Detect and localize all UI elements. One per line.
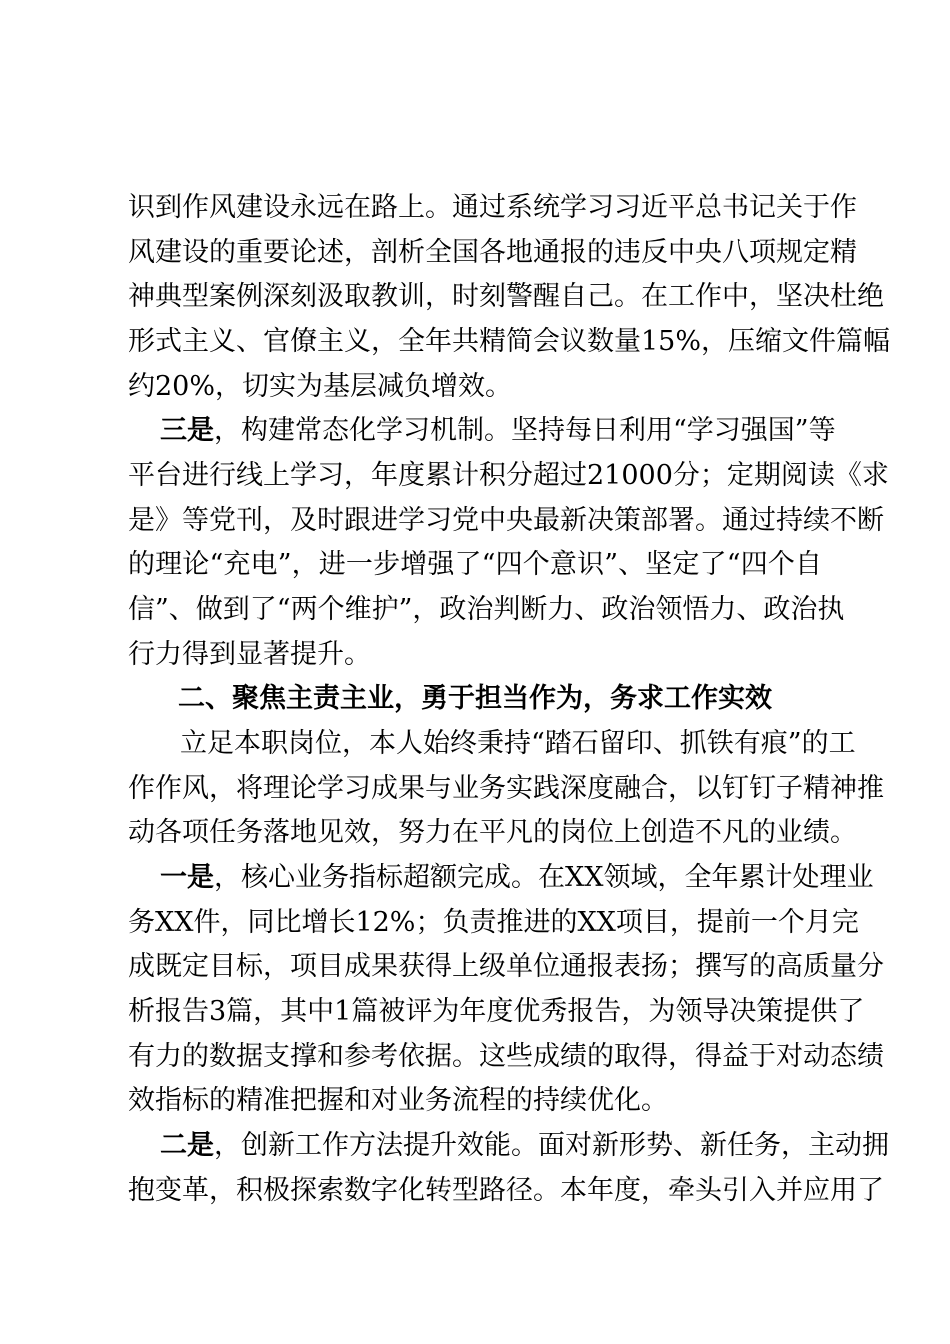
body-line <box>128 542 822 587</box>
line-text: 务XX件，同比增长12%；负责推进的XX项目，提前一个月完 <box>128 907 859 938</box>
point-label: 三是 <box>160 415 214 446</box>
body-line <box>128 900 859 945</box>
line-text: 约20%，切实为基层减负增效。 <box>128 371 513 402</box>
line-text: 抱变革，积极探索数字化转型路径。本年度，牵头引入并应用了 <box>128 1175 884 1206</box>
body-line <box>128 810 857 855</box>
line-text: 动各项任务落地见效，努力在平凡的岗位上创造不凡的业绩。 <box>128 817 857 848</box>
section-heading <box>178 676 778 721</box>
line-text: 神典型案例深刻汲取教训，时刻警醒自己。在工作中，坚决杜绝 <box>128 281 884 312</box>
line-text: ，构建常态化学习机制。坚持每日利用“学习强国”等 <box>214 415 836 446</box>
body-line <box>128 632 822 677</box>
point-label: 一是 <box>160 862 214 893</box>
body-line <box>128 185 857 230</box>
body-line <box>128 1078 822 1123</box>
line-text: 效指标的精准把握和对业务流程的持续优化。 <box>128 1085 668 1116</box>
body-line <box>128 1168 884 1213</box>
line-text: 有力的数据支撑和参考依据。这些成绩的取得，得益于对动态绩 <box>128 1041 884 1072</box>
body-line <box>128 453 889 498</box>
body-line <box>160 1123 889 1168</box>
line-text: 识到作风建设永远在路上。通过系统学习习近平总书记关于作 <box>128 192 857 223</box>
body-line <box>128 364 822 409</box>
line-text: 作作风，将理论学习成果与业务实践深度融合，以钉钉子精神推 <box>128 773 884 804</box>
body-line <box>160 408 836 453</box>
line-text: 风建设的重要论述，剖析全国各地通报的违反中央八项规定精 <box>128 237 857 268</box>
line-text: 平台进行线上学习，年度累计积分超过21000分；定期阅读《求 <box>128 460 889 491</box>
body-line <box>128 766 884 811</box>
line-text: 是》等党刊，及时跟进学习党中央最新决策部署。通过持续不断 <box>128 505 884 536</box>
body-line <box>128 587 845 632</box>
body-line <box>128 498 884 543</box>
body-line <box>128 274 884 319</box>
point-label: 二是 <box>160 1130 214 1161</box>
line-text: 成既定目标，项目成果获得上级单位通报表扬；撰写的高质量分 <box>128 951 884 982</box>
line-text: ，核心业务指标超额完成。在XX领域，全年累计处理业 <box>214 862 874 893</box>
heading-text: 二、聚焦主责主业，勇于担当作为，务求工作实效 <box>178 683 772 714</box>
line-text: 析报告3篇，其中1篇被评为年度优秀报告，为领导决策提供了 <box>128 996 865 1027</box>
line-text: 立足本职岗位，本人始终秉持“踏石留印、抓铁有痕”的工 <box>180 728 856 759</box>
body-line <box>180 721 856 766</box>
body-line <box>128 230 857 275</box>
body-line <box>128 1034 884 1079</box>
line-text: 行力得到显著提升。 <box>128 639 371 670</box>
body-line <box>128 319 891 364</box>
line-text: 形式主义、官僚主义，全年共精简会议数量15%，压缩文件篇幅 <box>128 326 891 357</box>
body-line <box>160 855 874 900</box>
line-text: 的理论“充电”，进一步增强了“四个意识”、坚定了“四个自 <box>128 549 822 580</box>
line-text: 信”、做到了“两个维护”，政治判断力、政治领悟力、政治执 <box>128 594 845 625</box>
body-line <box>128 944 884 989</box>
line-text: ，创新工作方法提升效能。面对新形势、新任务，主动拥 <box>214 1130 889 1161</box>
body-line <box>128 989 865 1034</box>
